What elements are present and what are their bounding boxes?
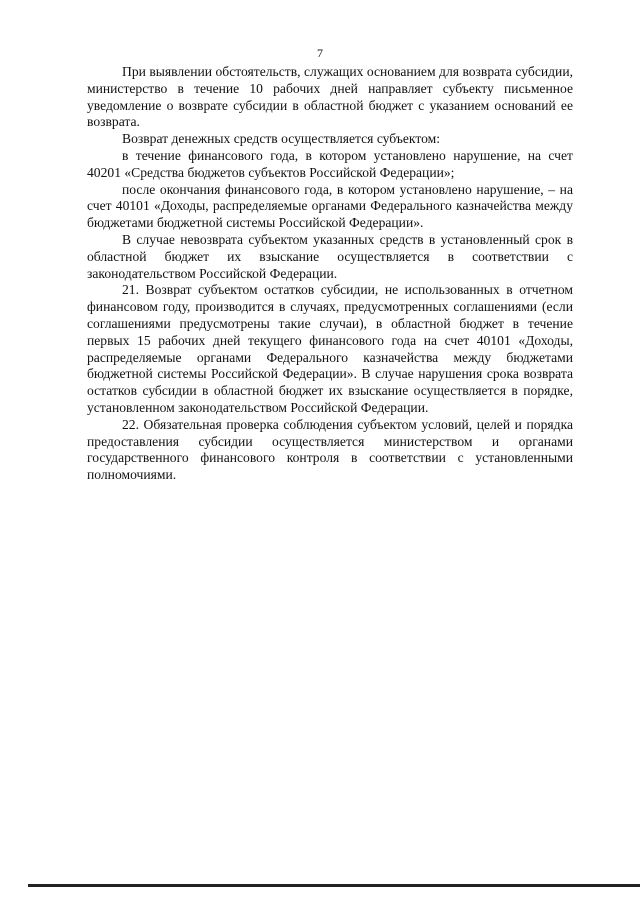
page-number: 7 (317, 46, 323, 60)
paragraph-item-22: 22. Обязательная проверка соблюдения субъектом условий, целей и порядка предоставления субсидии осуществляется министерством и органами государственного финансового контроля в соответствии с установленными полномочиями. (87, 416, 573, 483)
paragraph-non-refund: В случае невозврата субъектом указанных средств в установленный срок в областной бюджет их взыскание осуществляется в соответствии с законодательством Российской Федерации. (87, 231, 573, 281)
paragraph-item-21: 21. Возврат субъектом остатков субсидии, не использованных в отчетном финансовом году, производится в случаях, предусмотренных соглашениями (если соглашениями предусмотрены такие случаи), в областной бюджет в течение первых 15 рабочих дней текущего финансового года на счет 40101 «Доходы, распределяемые органами Федерального казначейства между бюджетами бюджетной системы Российской Федерации». В случае нарушения срока возврата остатков субсидии в областной бюджет их взыскание осуществляется в порядке, установленном законодательством Российской Федерации. (87, 282, 573, 415)
paragraph-refund-method-intro: Возврат денежных средств осуществляется субъектом: (122, 131, 441, 147)
paragraph-refund-after-year: после окончания финансового года, в котором установлено нарушение, – на счет 40101 «Доходы, распределяемые органами Федерального казначейства между бюджетами бюджетной системы Российской Федерации». (87, 181, 573, 231)
bottom-scan-edge (28, 884, 640, 887)
document-body (87, 64, 573, 484)
paragraph-refund-current-year: в течение финансового года, в котором установлено нарушение, на счет 40201 «Средства бюджетов субъектов Российской Федерации»; (87, 147, 573, 180)
paragraph-refund-notice: При выявлении обстоятельств, служащих основанием для возврата субсидии, министерство в течение 10 рабочих дней направляет субъекту письменное уведомление о возврате субсидии в областной бюджет с указанием оснований ее возврата. (87, 64, 573, 130)
